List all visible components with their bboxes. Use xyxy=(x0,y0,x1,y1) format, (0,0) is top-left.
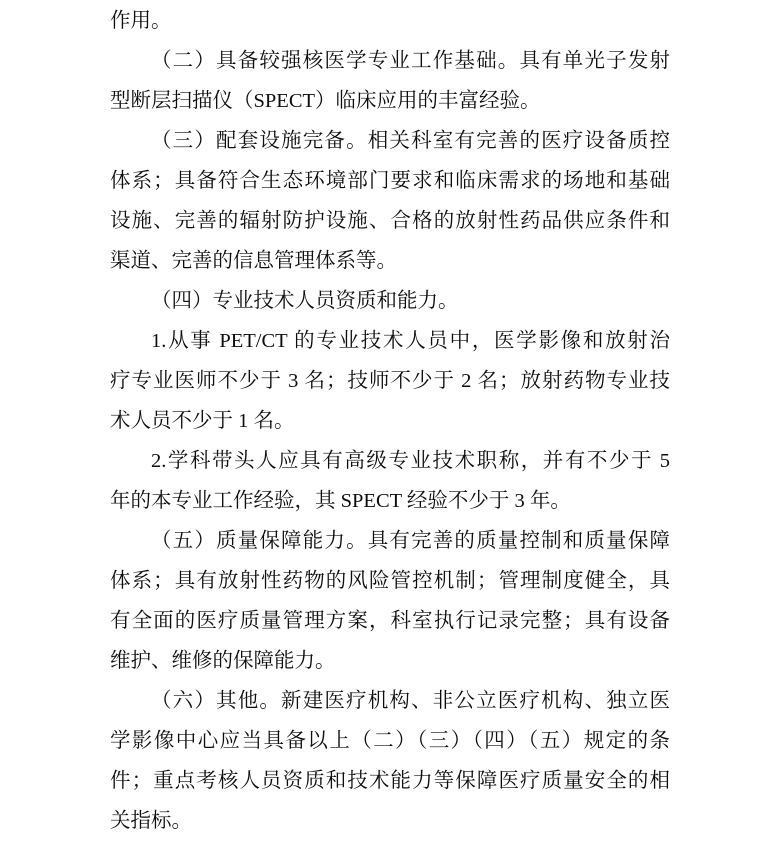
text-line: 1.从事 PET/CT 的专业技术人员中，医学影像和放射治 xyxy=(151,330,670,352)
paragraph xyxy=(110,281,670,321)
text-line: 关指标。 xyxy=(110,810,192,832)
paragraph xyxy=(110,441,670,521)
text-line: （四）专业技术人员资质和能力。 xyxy=(151,290,459,312)
paragraph xyxy=(110,121,670,281)
text-line: 2.学科带头人应具有高级专业技术职称，并有不少于 5 xyxy=(151,450,670,472)
paragraph xyxy=(110,681,670,841)
text-line: 体系；具备符合生态环境部门要求和临床需求的场地和基础 xyxy=(110,170,670,192)
document-body xyxy=(110,1,670,841)
text-line: 作用。 xyxy=(110,10,172,32)
paragraph xyxy=(110,521,670,681)
text-line: （二）具备较强核医学专业工作基础。具有单光子发射 xyxy=(151,50,670,72)
paragraph xyxy=(110,41,670,121)
paragraph xyxy=(110,1,670,41)
text-line: 维护、维修的保障能力。 xyxy=(110,650,336,672)
text-line: 件；重点考核人员资质和技术能力等保障医疗质量安全的相 xyxy=(110,770,670,792)
paragraph xyxy=(110,321,670,441)
text-line: （六）其他。新建医疗机构、非公立医疗机构、独立医 xyxy=(151,690,670,712)
text-line: （五）质量保障能力。具有完善的质量控制和质量保障 xyxy=(151,530,670,552)
text-line: 年的本专业工作经验，其 SPECT 经验不少于 3 年。 xyxy=(110,490,571,512)
text-line: 学影像中心应当具备以上（二）（三）（四）（五）规定的条 xyxy=(110,730,670,752)
text-line: 型断层扫描仪（SPECT）临床应用的丰富经验。 xyxy=(110,90,541,112)
text-line: （三）配套设施完备。相关科室有完善的医疗设备质控 xyxy=(151,130,670,152)
text-line: 渠道、完善的信息管理体系等。 xyxy=(110,250,397,272)
text-line: 体系；具有放射性药物的风险管控机制；管理制度健全，具 xyxy=(110,570,670,592)
text-line: 疗专业医师不少于 3 名；技师不少于 2 名；放射药物专业技 xyxy=(110,370,670,392)
text-line: 术人员不少于 1 名。 xyxy=(110,410,295,432)
text-line: 有全面的医疗质量管理方案，科室执行记录完整；具有设备 xyxy=(110,610,670,632)
text-line: 设施、完善的辐射防护设施、合格的放射性药品供应条件和 xyxy=(110,210,670,232)
